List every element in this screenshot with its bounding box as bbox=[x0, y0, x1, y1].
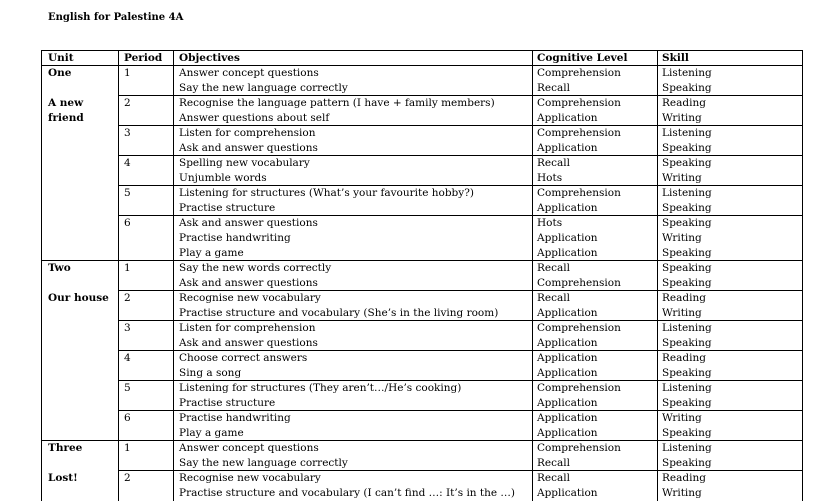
cognitive-level: Application bbox=[537, 487, 598, 499]
objectives-cell bbox=[174, 441, 533, 471]
objective: Answer questions about self bbox=[179, 112, 330, 124]
unit-name: Lost! bbox=[48, 472, 78, 484]
objective: Answer concept questions bbox=[179, 67, 319, 79]
unit-name: A new friend bbox=[48, 97, 84, 124]
objective: Practise structure and vocabulary (I can’t find …: It’s in the …) bbox=[179, 487, 516, 499]
skill: Speaking bbox=[662, 367, 712, 379]
header-skill: Skill bbox=[658, 51, 803, 66]
skill: Speaking bbox=[662, 202, 712, 214]
period-row bbox=[119, 216, 803, 261]
period-cell bbox=[119, 261, 174, 291]
objective: Recognise the language pattern (I have + family members) bbox=[179, 97, 495, 109]
skill: Speaking bbox=[662, 427, 712, 439]
cognitive-level: Recall bbox=[537, 472, 570, 484]
objectives-cell bbox=[174, 351, 533, 381]
cognitive-level: Recall bbox=[537, 82, 570, 94]
objective: Listening for structures (What’s your favourite hobby?) bbox=[179, 187, 474, 199]
period-row bbox=[119, 186, 803, 216]
header-unit: Unit bbox=[42, 51, 119, 66]
objective: Choose correct answers bbox=[179, 352, 308, 364]
cognitive-level: Hots bbox=[537, 172, 563, 184]
objective: Recognise new vocabulary bbox=[179, 292, 321, 304]
skill: Speaking bbox=[662, 337, 712, 349]
objectives-cell bbox=[174, 471, 533, 501]
unit-periods bbox=[119, 66, 803, 261]
skill: Listening bbox=[662, 187, 712, 199]
period-row bbox=[119, 261, 803, 291]
objective: Ask and answer questions bbox=[179, 142, 318, 154]
period-number: 6 bbox=[124, 412, 131, 424]
skill: Reading bbox=[662, 472, 706, 484]
unit-number: Two bbox=[48, 262, 71, 274]
period-row bbox=[119, 351, 803, 381]
period-cell bbox=[119, 66, 174, 96]
objectives-cell bbox=[174, 186, 533, 216]
objectives-cell bbox=[174, 291, 533, 321]
skill: Reading bbox=[662, 352, 706, 364]
skill: Writing bbox=[662, 172, 702, 184]
skill-cell bbox=[658, 321, 803, 351]
header-objectives: Objectives bbox=[174, 51, 533, 66]
period-number: 3 bbox=[124, 322, 131, 334]
objectives-cell bbox=[174, 66, 533, 96]
objective: Say the new language correctly bbox=[179, 457, 348, 469]
period-number: 2 bbox=[124, 292, 131, 304]
period-cell bbox=[119, 321, 174, 351]
period-cell bbox=[119, 291, 174, 321]
header-period: Period bbox=[119, 51, 174, 66]
objectives-cell bbox=[174, 381, 533, 411]
objective: Practise structure bbox=[179, 397, 276, 409]
unit-number: One bbox=[48, 67, 72, 79]
unit-periods bbox=[119, 441, 803, 501]
skill-cell bbox=[658, 381, 803, 411]
period-row bbox=[119, 411, 803, 441]
period-row bbox=[119, 321, 803, 351]
objectives-cell bbox=[174, 126, 533, 156]
objectives-table bbox=[41, 50, 803, 501]
objective: Practise handwriting bbox=[179, 412, 291, 424]
skill: Listening bbox=[662, 322, 712, 334]
unit-spacer bbox=[48, 276, 116, 291]
cognitive-level: Recall bbox=[537, 292, 570, 304]
unit-cell bbox=[42, 441, 119, 501]
skill-cell bbox=[658, 186, 803, 216]
period-cell bbox=[119, 126, 174, 156]
objective: Sing a song bbox=[179, 367, 242, 379]
objective: Recognise new vocabulary bbox=[179, 472, 321, 484]
cognitive-level: Application bbox=[537, 142, 598, 154]
objective: Practise handwriting bbox=[179, 232, 291, 244]
cognitive-level-cell bbox=[533, 156, 658, 186]
skill-cell bbox=[658, 66, 803, 96]
cognitive-level: Application bbox=[537, 307, 598, 319]
skill: Speaking bbox=[662, 397, 712, 409]
cognitive-level: Application bbox=[537, 397, 598, 409]
cognitive-level: Comprehension bbox=[537, 187, 621, 199]
period-number: 4 bbox=[124, 352, 131, 364]
skill: Reading bbox=[662, 292, 706, 304]
skill-cell bbox=[658, 216, 803, 261]
skill: Writing bbox=[662, 307, 702, 319]
cognitive-level: Recall bbox=[537, 262, 570, 274]
unit-cell bbox=[42, 66, 119, 261]
skill: Listening bbox=[662, 442, 712, 454]
period-number: 2 bbox=[124, 472, 131, 484]
unit-periods bbox=[119, 261, 803, 441]
skill: Speaking bbox=[662, 157, 712, 169]
objectives-cell bbox=[174, 321, 533, 351]
cognitive-level-cell bbox=[533, 321, 658, 351]
cognitive-level-cell bbox=[533, 441, 658, 471]
cognitive-level-cell bbox=[533, 186, 658, 216]
cognitive-level-cell bbox=[533, 351, 658, 381]
objective: Ask and answer questions bbox=[179, 277, 318, 289]
period-cell bbox=[119, 441, 174, 471]
period-number: 1 bbox=[124, 67, 131, 79]
objective: Say the new language correctly bbox=[179, 82, 348, 94]
cognitive-level-cell bbox=[533, 381, 658, 411]
cognitive-level-cell bbox=[533, 96, 658, 126]
period-cell bbox=[119, 216, 174, 261]
cognitive-level: Comprehension bbox=[537, 277, 621, 289]
period-number: 3 bbox=[124, 127, 131, 139]
cognitive-level: Application bbox=[537, 202, 598, 214]
objective: Practise structure bbox=[179, 202, 276, 214]
table-header bbox=[42, 51, 803, 66]
skill-cell bbox=[658, 471, 803, 501]
period-cell bbox=[119, 381, 174, 411]
period-number: 5 bbox=[124, 187, 131, 199]
objectives-cell bbox=[174, 216, 533, 261]
cognitive-level: Application bbox=[537, 247, 598, 259]
objective: Unjumble words bbox=[179, 172, 267, 184]
skill: Speaking bbox=[662, 82, 712, 94]
period-cell bbox=[119, 471, 174, 501]
skill: Speaking bbox=[662, 262, 712, 274]
skill-cell bbox=[658, 291, 803, 321]
skill: Writing bbox=[662, 232, 702, 244]
skill: Listening bbox=[662, 127, 712, 139]
cognitive-level: Recall bbox=[537, 157, 570, 169]
unit-spacer bbox=[48, 456, 116, 471]
header-cognitive-level: Cognitive Level bbox=[533, 51, 658, 66]
objective: Listen for comprehension bbox=[179, 322, 316, 334]
cognitive-level: Application bbox=[537, 367, 598, 379]
period-row bbox=[119, 441, 803, 471]
objective: Spelling new vocabulary bbox=[179, 157, 310, 169]
skill: Speaking bbox=[662, 217, 712, 229]
skill: Reading bbox=[662, 97, 706, 109]
skill-cell bbox=[658, 126, 803, 156]
unit-group bbox=[42, 441, 803, 501]
skill-cell bbox=[658, 441, 803, 471]
objective: Play a game bbox=[179, 247, 244, 259]
cognitive-level: Comprehension bbox=[537, 97, 621, 109]
cognitive-level-cell bbox=[533, 66, 658, 96]
period-row bbox=[119, 156, 803, 186]
cognitive-level-cell bbox=[533, 216, 658, 261]
objectives-cell bbox=[174, 96, 533, 126]
skill-cell bbox=[658, 351, 803, 381]
period-number: 4 bbox=[124, 157, 131, 169]
unit-spacer bbox=[48, 81, 116, 96]
period-number: 1 bbox=[124, 442, 131, 454]
period-cell bbox=[119, 351, 174, 381]
skill: Listening bbox=[662, 67, 712, 79]
cognitive-level: Comprehension bbox=[537, 127, 621, 139]
skill: Listening bbox=[662, 382, 712, 394]
skill-cell bbox=[658, 261, 803, 291]
period-row bbox=[119, 96, 803, 126]
unit-name: Our house bbox=[48, 292, 109, 304]
objective: Ask and answer questions bbox=[179, 217, 318, 229]
period-number: 6 bbox=[124, 217, 131, 229]
skill: Speaking bbox=[662, 142, 712, 154]
document-title: English for Palestine 4A bbox=[48, 12, 184, 23]
cognitive-level: Comprehension bbox=[537, 322, 621, 334]
period-row bbox=[119, 381, 803, 411]
objective: Listening for structures (They aren’t…/He’s cooking) bbox=[179, 382, 462, 394]
cognitive-level: Comprehension bbox=[537, 67, 621, 79]
objective: Say the new words correctly bbox=[179, 262, 332, 274]
cognitive-level: Application bbox=[537, 412, 598, 424]
period-row bbox=[119, 126, 803, 156]
cognitive-level: Application bbox=[537, 427, 598, 439]
cognitive-level: Hots bbox=[537, 217, 563, 229]
period-cell bbox=[119, 411, 174, 441]
period-number: 1 bbox=[124, 262, 131, 274]
period-cell bbox=[119, 156, 174, 186]
cognitive-level-cell bbox=[533, 126, 658, 156]
cognitive-level: Recall bbox=[537, 457, 570, 469]
cognitive-level: Application bbox=[537, 232, 598, 244]
cognitive-level: Application bbox=[537, 337, 598, 349]
skill: Speaking bbox=[662, 247, 712, 259]
skill: Writing bbox=[662, 412, 702, 424]
objective: Play a game bbox=[179, 427, 244, 439]
cognitive-level: Comprehension bbox=[537, 442, 621, 454]
cognitive-level: Application bbox=[537, 112, 598, 124]
skill-cell bbox=[658, 411, 803, 441]
unit-group bbox=[42, 66, 803, 261]
period-number: 5 bbox=[124, 382, 131, 394]
cognitive-level-cell bbox=[533, 411, 658, 441]
objective: Ask and answer questions bbox=[179, 337, 318, 349]
objectives-cell bbox=[174, 411, 533, 441]
unit-group bbox=[42, 261, 803, 441]
unit-cell bbox=[42, 261, 119, 441]
cognitive-level-cell bbox=[533, 261, 658, 291]
objective: Listen for comprehension bbox=[179, 127, 316, 139]
objectives-cell bbox=[174, 156, 533, 186]
unit-number: Three bbox=[48, 442, 83, 454]
skill-cell bbox=[658, 96, 803, 126]
objective: Answer concept questions bbox=[179, 442, 319, 454]
objectives-cell bbox=[174, 261, 533, 291]
objective: Practise structure and vocabulary (She’s in the living room) bbox=[179, 307, 499, 319]
period-number: 2 bbox=[124, 97, 131, 109]
skill: Speaking bbox=[662, 457, 712, 469]
skill: Writing bbox=[662, 487, 702, 499]
cognitive-level: Application bbox=[537, 352, 598, 364]
period-row bbox=[119, 471, 803, 501]
cognitive-level-cell bbox=[533, 471, 658, 501]
skill: Speaking bbox=[662, 277, 712, 289]
cognitive-level-cell bbox=[533, 291, 658, 321]
cognitive-level: Comprehension bbox=[537, 382, 621, 394]
period-cell bbox=[119, 96, 174, 126]
skill-cell bbox=[658, 156, 803, 186]
period-row bbox=[119, 291, 803, 321]
period-cell bbox=[119, 186, 174, 216]
period-row bbox=[119, 66, 803, 96]
skill: Writing bbox=[662, 112, 702, 124]
